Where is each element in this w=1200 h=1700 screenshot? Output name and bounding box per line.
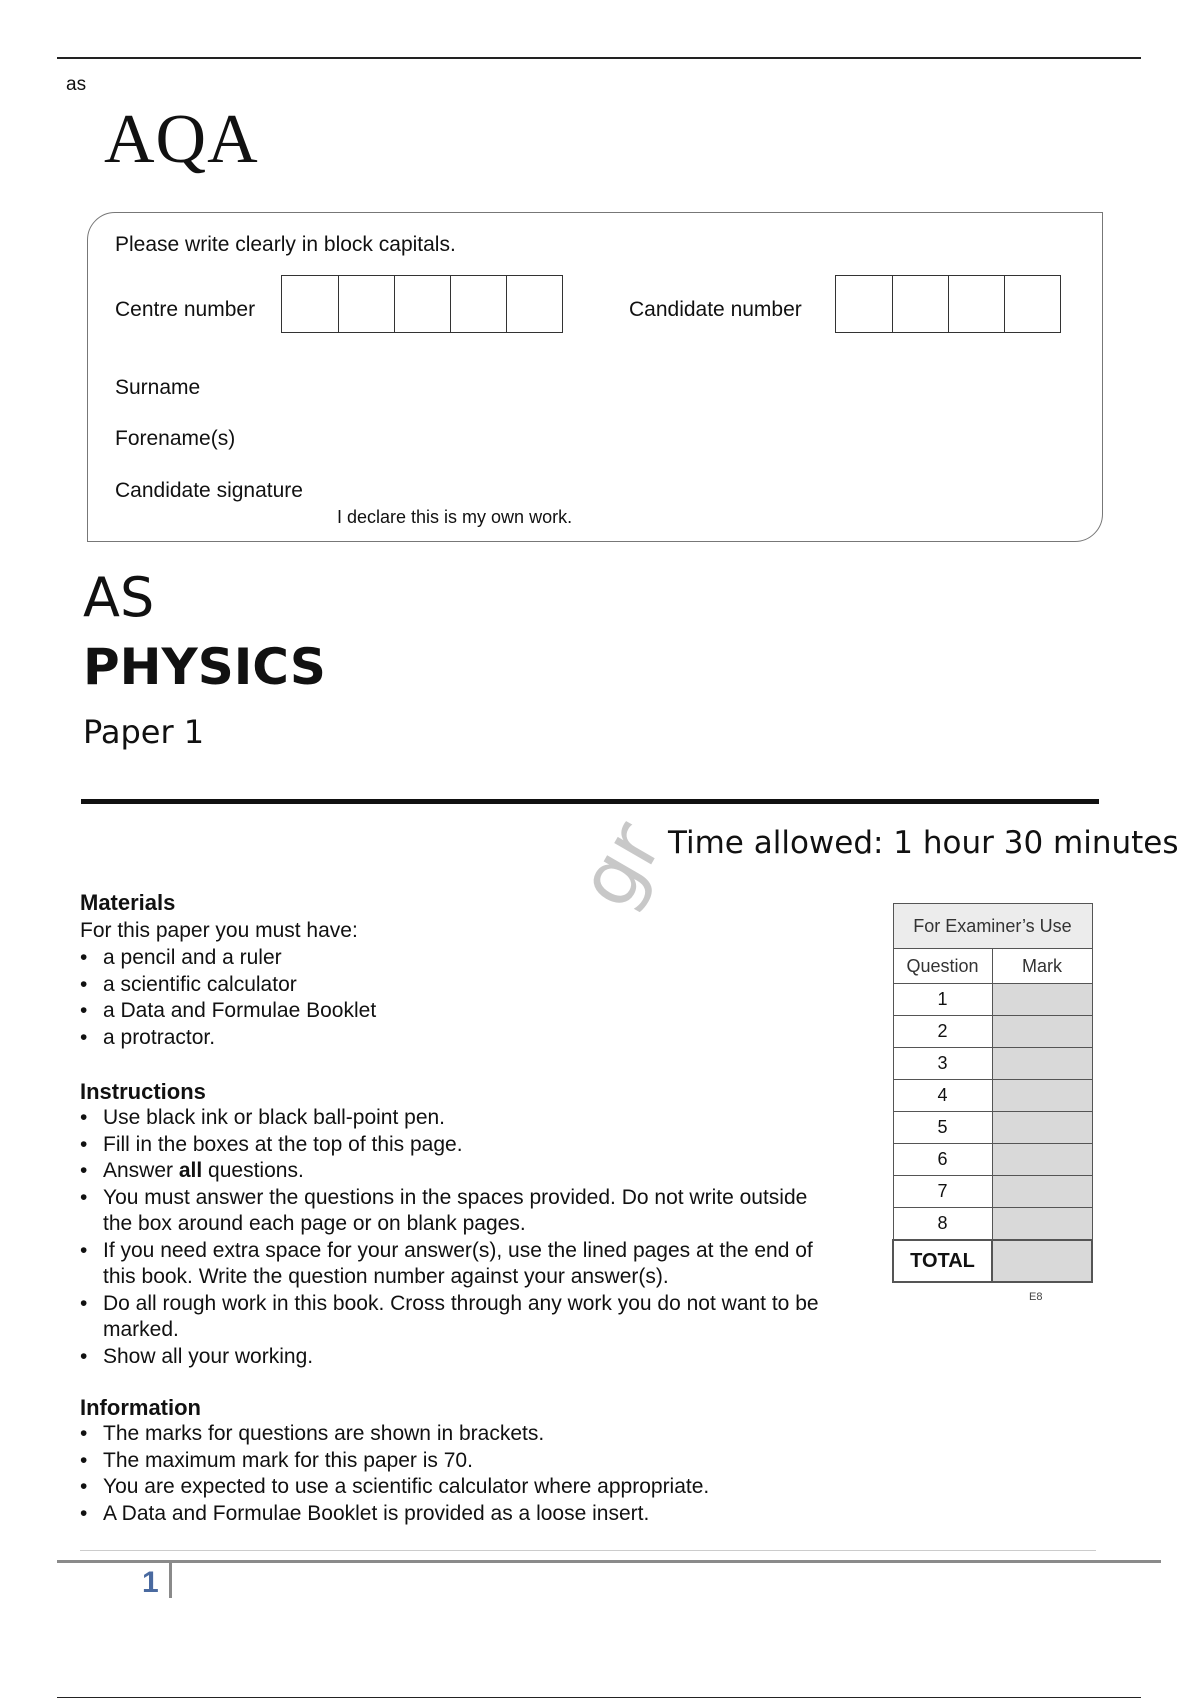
emphasis-all: all — [178, 1159, 203, 1182]
page-number: 1 — [142, 1566, 159, 1599]
table-row — [893, 1112, 1092, 1144]
list-item: • Do all rough work in this book. Cross through any work you do not want to be marked. — [80, 1291, 840, 1344]
list-item: • The maximum mark for this paper is 70. — [80, 1448, 860, 1475]
list-item: • Show all your working. — [80, 1344, 840, 1371]
centre-number-boxes[interactable] — [281, 275, 563, 333]
materials-heading: Materials — [80, 890, 176, 915]
table-row — [893, 1144, 1092, 1176]
table-row — [893, 984, 1092, 1016]
list-item: • If you need extra space for your answer(s), use the lined pages at the end of this book. Write the question number against your answer(s). — [80, 1238, 840, 1291]
question-number: 8 — [893, 1208, 992, 1241]
bottom-rule — [57, 1697, 1141, 1698]
forenames-label: Forename(s) — [115, 427, 236, 450]
question-column-header: Question — [893, 949, 992, 984]
surname-label: Surname — [115, 376, 201, 399]
question-number: 5 — [893, 1112, 992, 1144]
candidate-number-digit[interactable] — [892, 276, 948, 332]
paper-name: Paper 1 — [83, 713, 205, 751]
table-row — [893, 1016, 1092, 1048]
page-number-divider — [169, 1562, 172, 1598]
table-row — [893, 1176, 1092, 1208]
candidate-number-label: Candidate number — [629, 298, 802, 321]
mark-cell — [992, 1016, 1092, 1048]
list-item: • a pencil and a ruler — [80, 945, 820, 972]
list-item: • A Data and Formulae Booklet is provided as a loose insert. — [80, 1501, 860, 1528]
aqa-logo: AQA — [104, 101, 259, 178]
watermark: gr — [561, 807, 681, 923]
materials-list — [80, 945, 820, 1051]
mark-cell — [992, 1112, 1092, 1144]
centre-number-digit[interactable] — [338, 276, 394, 332]
list-item: • Answer all questions. — [80, 1158, 840, 1185]
time-allowed: Time allowed: 1 hour 30 minutes — [668, 825, 1179, 861]
top-rule — [57, 57, 1141, 59]
candidate-number-digit[interactable] — [1004, 276, 1060, 332]
mark-cell — [992, 1176, 1092, 1208]
examiner-use-table — [892, 903, 1093, 1283]
question-number: 2 — [893, 1016, 992, 1048]
list-item: • The marks for questions are shown in brackets. — [80, 1421, 860, 1448]
total-label: TOTAL — [893, 1240, 992, 1282]
subject-name: PHYSICS — [83, 638, 326, 696]
candidate-number-digit[interactable] — [836, 276, 892, 332]
list-item: • Fill in the boxes at the top of this page. — [80, 1132, 840, 1159]
information-heading: Information — [80, 1395, 201, 1420]
declaration-text: I declare this is my own work. — [337, 507, 573, 527]
subject-level: AS — [83, 566, 155, 629]
list-item: • You are expected to use a scientific calculator where appropriate. — [80, 1474, 860, 1501]
question-number: 4 — [893, 1080, 992, 1112]
question-number: 1 — [893, 984, 992, 1016]
footer-rule — [57, 1560, 1161, 1563]
exam-code: E8 — [1029, 1291, 1043, 1303]
signature-label: Candidate signature — [115, 479, 303, 502]
mark-cell — [992, 984, 1092, 1016]
top-note: as — [66, 74, 87, 95]
table-row — [893, 1080, 1092, 1112]
title-rule — [81, 799, 1099, 804]
candidate-number-boxes[interactable] — [835, 275, 1061, 333]
list-item: • a Data and Formulae Booklet — [80, 998, 820, 1025]
list-item: • Use black ink or black ball-point pen. — [80, 1105, 840, 1132]
mark-cell — [992, 1048, 1092, 1080]
total-mark-cell — [992, 1240, 1092, 1282]
candidate-number-digit[interactable] — [948, 276, 1004, 332]
table-row — [893, 1208, 1092, 1241]
centre-number-digit[interactable] — [282, 276, 338, 332]
centre-number-digit[interactable] — [394, 276, 450, 332]
instructions-heading: Instructions — [80, 1079, 206, 1104]
mark-cell — [992, 1080, 1092, 1112]
list-item: • a protractor. — [80, 1025, 820, 1052]
block-capitals-instruction: Please write clearly in block capitals. — [115, 233, 456, 256]
instructions-list — [80, 1105, 840, 1370]
footer-thin-rule — [80, 1550, 1096, 1551]
mark-column-header: Mark — [992, 949, 1092, 984]
question-number: 3 — [893, 1048, 992, 1080]
centre-number-label: Centre number — [115, 298, 256, 321]
materials-intro: For this paper you must have: — [80, 919, 358, 942]
candidate-details-box — [87, 212, 1103, 542]
centre-number-digit[interactable] — [450, 276, 506, 332]
mark-cell — [992, 1144, 1092, 1176]
list-item: • a scientific calculator — [80, 972, 820, 999]
information-list — [80, 1421, 860, 1527]
question-number: 7 — [893, 1176, 992, 1208]
mark-cell — [992, 1208, 1092, 1241]
question-number: 6 — [893, 1144, 992, 1176]
table-row — [893, 1048, 1092, 1080]
examiner-table-title: For Examiner’s Use — [893, 904, 1092, 949]
centre-number-digit[interactable] — [506, 276, 562, 332]
list-item: • You must answer the questions in the spaces provided. Do not write outside the box around each page or on blank pages. — [80, 1185, 840, 1238]
